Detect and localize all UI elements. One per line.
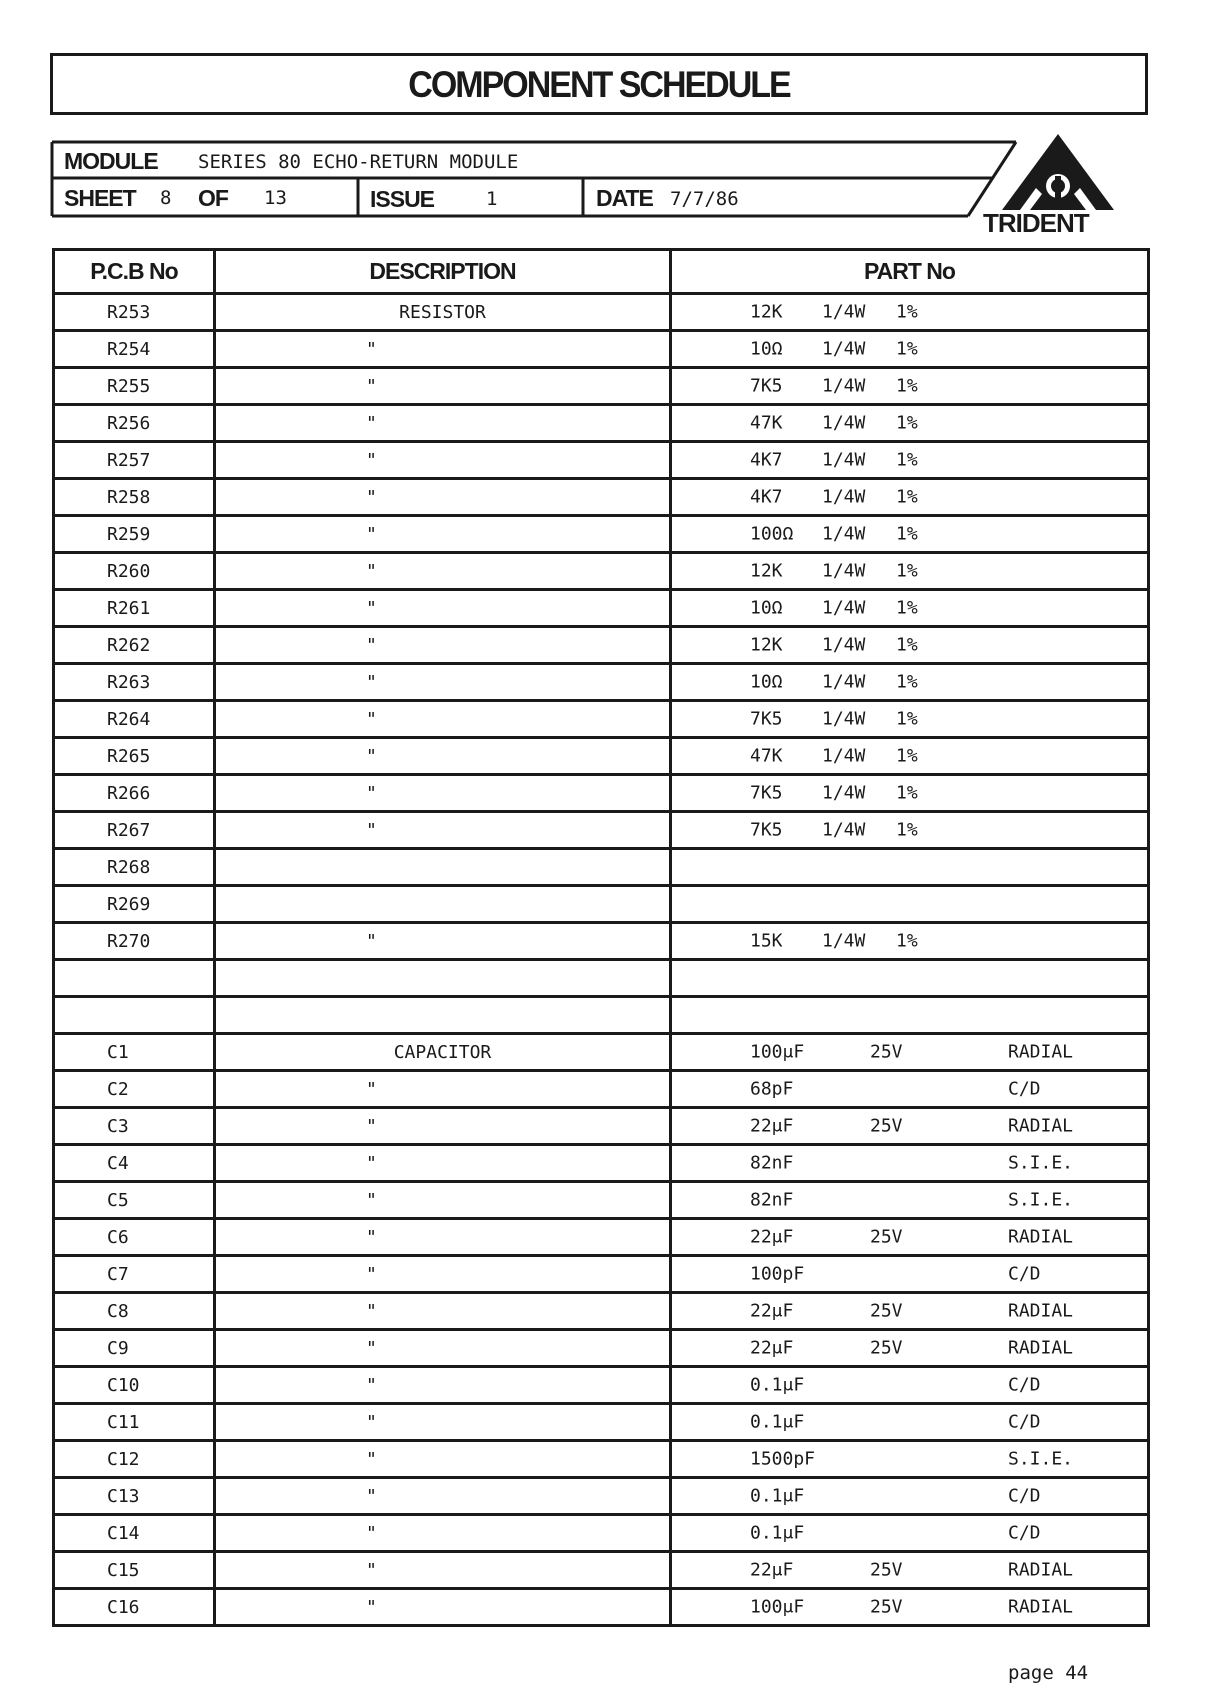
part-no-cell: [671, 664, 1149, 701]
description-cell: ": [215, 1478, 671, 1515]
table-row: [54, 331, 1149, 368]
part-rating: 1/4W: [822, 560, 866, 582]
part-no-cell: [671, 1330, 1149, 1367]
part-value: 0.1μF: [750, 1485, 805, 1507]
part-rating: 25V: [870, 1226, 903, 1248]
table-row: [54, 590, 1149, 627]
part-type: S.I.E.: [1008, 1152, 1074, 1174]
part-rating: 25V: [870, 1596, 903, 1618]
part-no-cell: [671, 1108, 1149, 1145]
part-type: 1%: [896, 523, 918, 545]
description-cell: ": [215, 553, 671, 590]
pcb-no-cell: R257: [54, 442, 215, 479]
part-value: 4K7: [750, 449, 783, 471]
description-cell: ": [215, 405, 671, 442]
table-row: [54, 1145, 1149, 1182]
part-no-cell: [671, 960, 1149, 997]
part-type: 1%: [896, 560, 918, 582]
part-rating: 25V: [870, 1300, 903, 1322]
part-no-cell: [671, 627, 1149, 664]
description-cell: ": [215, 368, 671, 405]
pcb-no-cell: C16: [54, 1589, 215, 1626]
pcb-no-cell: C9: [54, 1330, 215, 1367]
table-row: [54, 294, 1149, 331]
part-value: 100μF: [750, 1596, 805, 1618]
pcb-no-cell: C6: [54, 1219, 215, 1256]
part-no-cell: [671, 1441, 1149, 1478]
part-value: 22μF: [750, 1226, 794, 1248]
part-rating: 25V: [870, 1559, 903, 1581]
part-rating: 1/4W: [822, 708, 866, 730]
part-type: 1%: [896, 745, 918, 767]
description-cell: ": [215, 738, 671, 775]
description-cell: [215, 997, 671, 1034]
part-value: 10Ω: [750, 338, 783, 360]
table-row: [54, 1367, 1149, 1404]
part-type: C/D: [1008, 1078, 1041, 1100]
part-rating: 1/4W: [822, 449, 866, 471]
part-value: 100Ω: [750, 523, 794, 545]
description-cell: ": [215, 516, 671, 553]
part-no-cell: [671, 1071, 1149, 1108]
part-type: RADIAL: [1008, 1337, 1074, 1359]
part-no-cell: [671, 1367, 1149, 1404]
description-cell: [215, 849, 671, 886]
table-row: [54, 1404, 1149, 1441]
table-row: [54, 1219, 1149, 1256]
table-row: [54, 1034, 1149, 1071]
pcb-no-cell: C10: [54, 1367, 215, 1404]
part-rating: 25V: [870, 1041, 903, 1063]
part-type: S.I.E.: [1008, 1189, 1074, 1211]
description-cell: ": [215, 1552, 671, 1589]
part-rating: 1/4W: [822, 819, 866, 841]
description-cell: ": [215, 1256, 671, 1293]
description-cell: ": [215, 1515, 671, 1552]
pcb-no-cell: R253: [54, 294, 215, 331]
table-row: [54, 1552, 1149, 1589]
part-rating: 1/4W: [822, 782, 866, 804]
part-type: C/D: [1008, 1374, 1041, 1396]
table-row: [54, 1441, 1149, 1478]
part-type: C/D: [1008, 1411, 1041, 1433]
part-value: 1500pF: [750, 1448, 816, 1470]
table-row: [54, 516, 1149, 553]
table-body: [54, 294, 1149, 1626]
part-no-cell: [671, 1404, 1149, 1441]
part-value: 0.1μF: [750, 1522, 805, 1544]
pcb-no-cell: R255: [54, 368, 215, 405]
table-row: [54, 775, 1149, 812]
part-value: 22μF: [750, 1300, 794, 1322]
description-cell: ": [215, 1293, 671, 1330]
table-row: [54, 923, 1149, 960]
part-no-cell: [671, 590, 1149, 627]
part-type: C/D: [1008, 1263, 1041, 1285]
part-no-cell: [671, 1589, 1149, 1626]
part-type: C/D: [1008, 1485, 1041, 1507]
table-row: [54, 1589, 1149, 1626]
part-no-cell: [671, 479, 1149, 516]
description-cell: ": [215, 1367, 671, 1404]
part-value: 12K: [750, 634, 783, 656]
part-value: 82nF: [750, 1189, 794, 1211]
part-type: 1%: [896, 634, 918, 656]
table-row: [54, 849, 1149, 886]
part-no-cell: [671, 1182, 1149, 1219]
part-no-cell: [671, 923, 1149, 960]
table-row: [54, 812, 1149, 849]
pcb-no-cell: R269: [54, 886, 215, 923]
part-value: 7K5: [750, 819, 783, 841]
pcb-no-cell: C1: [54, 1034, 215, 1071]
pcb-no-cell: R264: [54, 701, 215, 738]
part-type: 1%: [896, 930, 918, 952]
description-cell: ": [215, 775, 671, 812]
description-cell: [215, 960, 671, 997]
pcb-no-cell: [54, 997, 215, 1034]
header-description: DESCRIPTION: [215, 250, 671, 294]
part-value: 22μF: [750, 1559, 794, 1581]
part-type: 1%: [896, 708, 918, 730]
part-rating: 1/4W: [822, 301, 866, 323]
table-row: [54, 738, 1149, 775]
table-row: [54, 1330, 1149, 1367]
header-part-no: PART No: [671, 250, 1149, 294]
part-no-cell: [671, 368, 1149, 405]
table-row: [54, 1515, 1149, 1552]
table-row: [54, 479, 1149, 516]
part-no-cell: [671, 442, 1149, 479]
trident-logo-text: TRIDENT: [983, 208, 1089, 238]
sheet-label: SHEET: [64, 185, 136, 211]
part-no-cell: [671, 701, 1149, 738]
description-cell: ": [215, 331, 671, 368]
pcb-no-cell: R265: [54, 738, 215, 775]
part-value: 12K: [750, 301, 783, 323]
issue-value: 1: [486, 188, 498, 210]
description-cell: ": [215, 701, 671, 738]
part-no-cell: [671, 516, 1149, 553]
part-value: 47K: [750, 412, 783, 434]
pcb-no-cell: [54, 960, 215, 997]
module-label: MODULE: [64, 148, 158, 174]
part-type: 1%: [896, 486, 918, 508]
part-no-cell: [671, 1478, 1149, 1515]
pcb-no-cell: C8: [54, 1293, 215, 1330]
part-type: C/D: [1008, 1522, 1041, 1544]
pcb-no-cell: R267: [54, 812, 215, 849]
description-cell: ": [215, 1219, 671, 1256]
description-cell: ": [215, 1108, 671, 1145]
table-header-row: [54, 250, 1149, 294]
part-type: 1%: [896, 338, 918, 360]
part-type: RADIAL: [1008, 1115, 1074, 1137]
pcb-no-cell: C5: [54, 1182, 215, 1219]
part-rating: 1/4W: [822, 930, 866, 952]
description-cell: [215, 886, 671, 923]
part-value: 7K5: [750, 708, 783, 730]
table-row: [54, 553, 1149, 590]
page-number: page 44: [1008, 1662, 1089, 1684]
pcb-no-cell: C14: [54, 1515, 215, 1552]
part-value: 4K7: [750, 486, 783, 508]
date-value: 7/7/86: [670, 188, 739, 210]
part-value: 47K: [750, 745, 783, 767]
pcb-no-cell: R262: [54, 627, 215, 664]
pcb-no-cell: R260: [54, 553, 215, 590]
part-type: S.I.E.: [1008, 1448, 1074, 1470]
description-cell: ": [215, 627, 671, 664]
part-no-cell: [671, 1293, 1149, 1330]
description-cell: ": [215, 812, 671, 849]
pcb-no-cell: C2: [54, 1071, 215, 1108]
part-value: 12K: [750, 560, 783, 582]
table-row: [54, 997, 1149, 1034]
part-no-cell: [671, 405, 1149, 442]
pcb-no-cell: R268: [54, 849, 215, 886]
part-type: 1%: [896, 449, 918, 471]
part-no-cell: [671, 1515, 1149, 1552]
description-cell: ": [215, 442, 671, 479]
part-type: 1%: [896, 671, 918, 693]
part-value: 22μF: [750, 1115, 794, 1137]
part-value: 7K5: [750, 782, 783, 804]
part-no-cell: [671, 1034, 1149, 1071]
table-row: [54, 960, 1149, 997]
part-no-cell: [671, 997, 1149, 1034]
part-no-cell: [671, 1219, 1149, 1256]
part-rating: 1/4W: [822, 634, 866, 656]
part-value: 0.1μF: [750, 1374, 805, 1396]
description-cell: ": [215, 590, 671, 627]
part-rating: 1/4W: [822, 671, 866, 693]
table-row: [54, 1293, 1149, 1330]
table-row: [54, 886, 1149, 923]
table-row: [54, 368, 1149, 405]
part-rating: 1/4W: [822, 338, 866, 360]
part-type: RADIAL: [1008, 1559, 1074, 1581]
table-row: [54, 1182, 1149, 1219]
description-cell: ": [215, 1589, 671, 1626]
pcb-no-cell: R266: [54, 775, 215, 812]
part-type: RADIAL: [1008, 1300, 1074, 1322]
part-value: 100pF: [750, 1263, 805, 1285]
date-label: DATE: [596, 185, 653, 211]
part-rating: 1/4W: [822, 597, 866, 619]
part-rating: 1/4W: [822, 745, 866, 767]
part-type: 1%: [896, 301, 918, 323]
part-value: 7K5: [750, 375, 783, 397]
part-no-cell: [671, 812, 1149, 849]
part-value: 68pF: [750, 1078, 794, 1100]
part-value: 15K: [750, 930, 783, 952]
issue-label: ISSUE: [370, 186, 435, 212]
part-value: 10Ω: [750, 671, 783, 693]
header-pcb-no: P.C.B No: [54, 250, 215, 294]
part-type: 1%: [896, 412, 918, 434]
description-cell: ": [215, 923, 671, 960]
pcb-no-cell: C4: [54, 1145, 215, 1182]
description-cell: RESISTOR: [215, 294, 671, 331]
pcb-no-cell: C12: [54, 1441, 215, 1478]
pcb-no-cell: C15: [54, 1552, 215, 1589]
table-row: [54, 442, 1149, 479]
part-value: 0.1μF: [750, 1411, 805, 1433]
part-type: 1%: [896, 597, 918, 619]
part-value: 10Ω: [750, 597, 783, 619]
table-row: [54, 701, 1149, 738]
sheet-value: 8: [160, 187, 172, 209]
of-label: OF: [198, 185, 228, 211]
pcb-no-cell: R258: [54, 479, 215, 516]
table-row: [54, 1478, 1149, 1515]
description-cell: ": [215, 1404, 671, 1441]
part-no-cell: [671, 294, 1149, 331]
part-rating: 1/4W: [822, 375, 866, 397]
pcb-no-cell: R270: [54, 923, 215, 960]
part-type: RADIAL: [1008, 1226, 1074, 1248]
part-rating: 1/4W: [822, 486, 866, 508]
description-cell: ": [215, 1071, 671, 1108]
pcb-no-cell: R256: [54, 405, 215, 442]
table-row: [54, 1256, 1149, 1293]
part-rating: 25V: [870, 1337, 903, 1359]
part-no-cell: [671, 775, 1149, 812]
pcb-no-cell: C3: [54, 1108, 215, 1145]
page-title: COMPONENT SCHEDULE: [408, 64, 790, 106]
part-value: 82nF: [750, 1152, 794, 1174]
module-value: SERIES 80 ECHO-RETURN MODULE: [198, 151, 519, 173]
description-cell: ": [215, 1145, 671, 1182]
description-cell: ": [215, 1441, 671, 1478]
part-no-cell: [671, 553, 1149, 590]
description-cell: ": [215, 479, 671, 516]
description-cell: ": [215, 1330, 671, 1367]
part-rating: 1/4W: [822, 412, 866, 434]
part-no-cell: [671, 886, 1149, 923]
pcb-no-cell: C13: [54, 1478, 215, 1515]
part-no-cell: [671, 849, 1149, 886]
table-row: [54, 627, 1149, 664]
trident-logo-icon: [1000, 132, 1116, 212]
part-rating: 25V: [870, 1115, 903, 1137]
part-rating: 1/4W: [822, 523, 866, 545]
component-table: [52, 248, 1150, 1627]
part-no-cell: [671, 738, 1149, 775]
part-type: 1%: [896, 819, 918, 841]
part-no-cell: [671, 1145, 1149, 1182]
table-row: [54, 1071, 1149, 1108]
part-no-cell: [671, 1256, 1149, 1293]
part-value: 100μF: [750, 1041, 805, 1063]
table-row: [54, 664, 1149, 701]
pcb-no-cell: R263: [54, 664, 215, 701]
part-type: RADIAL: [1008, 1596, 1074, 1618]
table-row: [54, 405, 1149, 442]
pcb-no-cell: R254: [54, 331, 215, 368]
part-no-cell: [671, 1552, 1149, 1589]
pcb-no-cell: R259: [54, 516, 215, 553]
of-value: 13: [264, 187, 287, 209]
part-type: RADIAL: [1008, 1041, 1074, 1063]
pcb-no-cell: C7: [54, 1256, 215, 1293]
table-row: [54, 1108, 1149, 1145]
description-cell: ": [215, 1182, 671, 1219]
pcb-no-cell: C11: [54, 1404, 215, 1441]
part-no-cell: [671, 331, 1149, 368]
description-cell: ": [215, 664, 671, 701]
part-type: 1%: [896, 375, 918, 397]
part-value: 22μF: [750, 1337, 794, 1359]
part-type: 1%: [896, 782, 918, 804]
pcb-no-cell: R261: [54, 590, 215, 627]
description-cell: CAPACITOR: [215, 1034, 671, 1071]
